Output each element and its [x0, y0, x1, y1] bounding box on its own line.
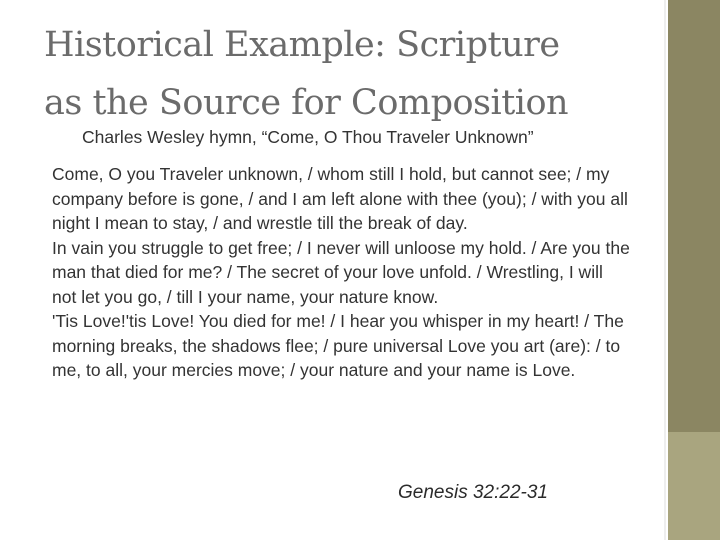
stanza-1: Come, O you Traveler unknown, / whom still I hold, but cannot see; / my company before is gone, / and I am left alone with thee (you); / with you all night I mean to stay, / and wrestle till the break of day.: [52, 164, 628, 233]
sidebar-accent-bottom: [668, 432, 720, 540]
stanza-3: 'Tis Love!'tis Love! You died for me! / I hear you whisper in my heart! / The morning breaks, the shadows flee; / pure universal Love you art (are): / to me, to all, your mercies move; / your nature and your name is Love.: [52, 311, 624, 380]
title-line-1: Historical Example: Scripture: [44, 25, 560, 65]
title-line-2: as the Source for Composition: [44, 83, 569, 123]
sidebar-accent-top: [668, 0, 720, 432]
stanza-2: In vain you struggle to get free; / I never will unloose my hold. / Are you the man that died for me? / The secret of your love unfold. / Wrestling, I will not let you go, / till I your name, your nature know.: [52, 237, 630, 307]
hymn-subtitle: Charles Wesley hymn, “Come, O Thou Traveler Unknown”: [82, 127, 534, 147]
hymn-text: [52, 162, 632, 383]
slide-divider: [664, 0, 666, 540]
scripture-reference: Genesis 32:22-31: [398, 482, 548, 503]
slide-title: [44, 16, 644, 132]
